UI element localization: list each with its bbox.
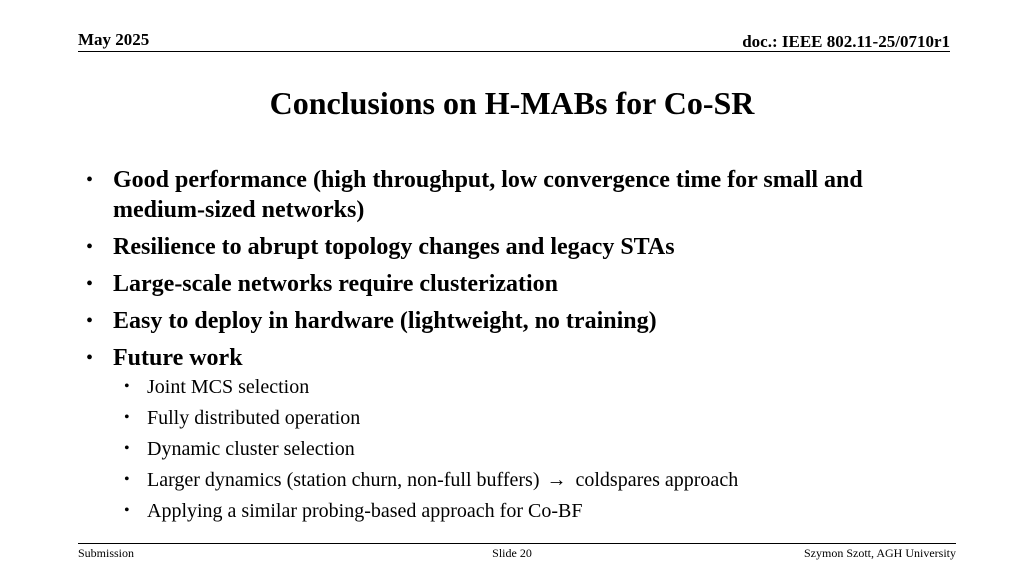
footer-author: Szymon Szott, AGH University (804, 546, 956, 560)
bullet-icon: • (124, 471, 130, 488)
footer-submission: Submission (78, 546, 135, 560)
bullet-list (80, 165, 940, 530)
sub-bullet-item (80, 499, 940, 523)
slide-title: Conclusions on H-MABs for Co-SR (269, 85, 755, 121)
bullet-item (80, 165, 940, 225)
future-work-list (80, 375, 940, 523)
sub-bullet-item (80, 468, 940, 492)
sub-bullet-text: coldspares approach (575, 469, 739, 491)
bullet-text: Future work (113, 345, 243, 371)
header-divider (78, 51, 950, 52)
bullet-item (80, 232, 940, 262)
bullet-icon: • (86, 347, 94, 369)
header-doc-id: doc.: IEEE 802.11-25/0710r1 (742, 32, 950, 51)
sub-bullet-text: Larger dynamics (station churn, non-full buffers) (147, 469, 540, 491)
bullet-icon: • (86, 273, 94, 295)
bullet-text: Resilience to abrupt topology changes and legacy STAs (113, 234, 675, 260)
sub-bullet-item (80, 406, 940, 430)
bullet-icon: • (124, 440, 130, 457)
bullet-icon: • (124, 409, 130, 426)
bullet-icon: • (124, 502, 130, 519)
bullet-icon: • (124, 378, 130, 395)
bullet-text: Good performance (high throughput, low convergence time for small and medium-sized networks) (113, 167, 863, 223)
bullet-icon: • (86, 310, 94, 332)
bullet-icon: • (86, 236, 94, 258)
footer-divider (78, 543, 956, 544)
sub-bullet-text: Dynamic cluster selection (147, 438, 355, 460)
bullet-item (80, 306, 940, 336)
bullet-text: Large-scale networks require clusterization (113, 271, 559, 297)
sub-bullet-item (80, 375, 940, 399)
sub-bullet-text: Joint MCS selection (147, 376, 310, 398)
bullet-item (80, 343, 940, 373)
footer-slide-number: Slide 20 (492, 546, 532, 560)
sub-bullet-text: Applying a similar probing-based approach for Co-BF (147, 500, 583, 522)
sub-bullet-item (80, 437, 940, 461)
bullet-text: Easy to deploy in hardware (lightweight, no training) (113, 308, 657, 334)
right-arrow-icon: → (546, 469, 567, 491)
bullet-item (80, 269, 940, 299)
header-date: May 2025 (78, 30, 150, 49)
sub-bullet-text: Fully distributed operation (147, 407, 361, 429)
bullet-icon: • (86, 169, 94, 191)
